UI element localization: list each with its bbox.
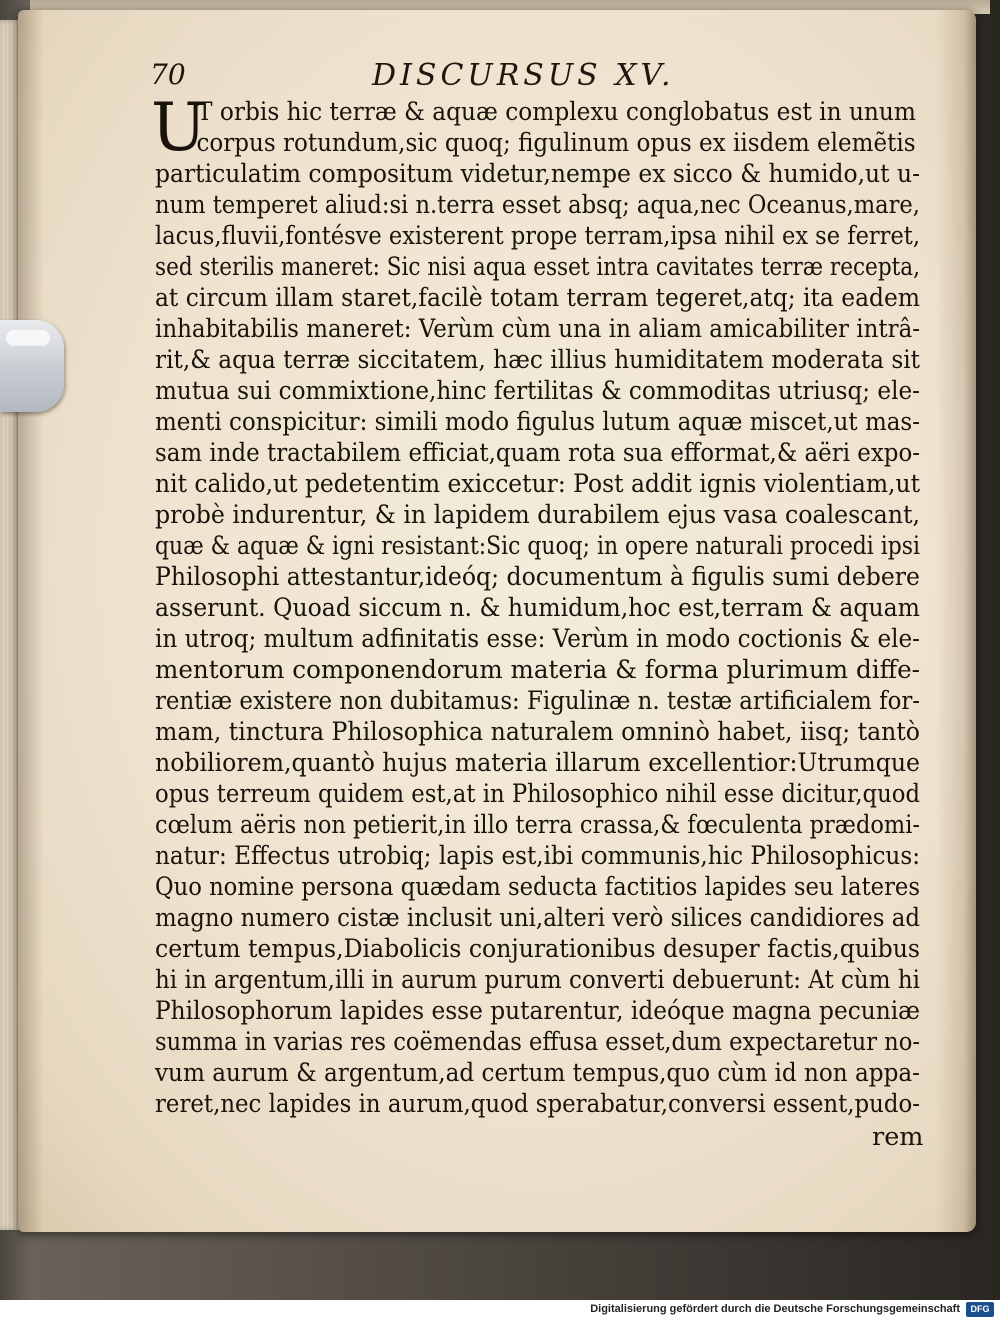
text-line: mentorum componendorum materia & forma plurimum diffe- <box>155 655 920 685</box>
gutter-shadow <box>18 10 44 1232</box>
text-line: Philosophi attestantur,ideóq; documentum à figulis sumi debere <box>155 562 920 592</box>
body-text <box>151 89 920 1120</box>
text-line: magno numero cistæ inclusit uni,alteri verò silices candidiores ad <box>155 903 920 933</box>
drop-cap: U <box>151 89 207 166</box>
text-line: hi in argentum,illi in aurum purum converti debuerunt: At cùm hi <box>155 965 920 995</box>
text-line: sed sterilis maneret: Sic nisi aqua esset intra cavitates terræ recepta, <box>155 252 920 282</box>
text-lines <box>155 97 920 1120</box>
text-line: num temperet aliud:si n.terra esset absq; aqua,nec Oceanus,mare, <box>155 190 920 220</box>
text-line: inhabitabilis maneret: Verùm cùm una in aliam amicabiliter intrâ- <box>155 314 920 344</box>
text-line: T orbis hic terræ & aquæ complexu conglobatus est in unum <box>196 97 916 127</box>
text-line: nit calido,ut pedetentim exiccetur: Post addit ignis violentiam,ut <box>155 469 920 499</box>
text-line: sam inde tractabilem efficiat,quam rota sua efformat,& aëri expo- <box>155 438 920 468</box>
text-line: menti conspicitur: simili modo figulus lutum aquæ miscet,ut mas- <box>155 407 920 437</box>
text-line: mutua sui commixtione,hinc fertilitas & commoditas utriusq; ele- <box>155 376 920 406</box>
text-line: lacus,fluvii,fontésve existerent prope terram,ipsa nihil ex se ferret, <box>155 221 920 251</box>
text-line: cœlum aëris non petierit,in illo terra crassa,& fœculenta prædomi- <box>155 810 920 840</box>
text-line: corpus rotundum,sic quoq; figulinum opus ex iisdem elemẽtis <box>196 128 916 158</box>
catchword: rem <box>872 1122 924 1152</box>
footer-credit-bar <box>0 1300 1000 1321</box>
text-line: mam, tinctura Philosophica naturalem omninò habet, iisq; tantò <box>155 717 920 747</box>
page-clip <box>0 320 64 412</box>
running-header <box>150 58 910 98</box>
text-line: Quo nomine persona quædam seducta factitios lapides seu lateres <box>155 872 920 902</box>
text-line: opus terreum quidem est,at in Philosophico nihil esse dicitur,quod <box>155 779 920 809</box>
page-curl-shadow <box>936 10 976 1232</box>
text-line: certum tempus,Diabolicis conjurationibus desuper factis,quibus <box>155 934 920 964</box>
page-clip-highlight <box>6 330 50 346</box>
page-number: 70 <box>150 58 186 91</box>
text-line: rit,& aqua terræ siccitatem, hæc illius humiditatem moderata sit <box>155 345 920 375</box>
text-line: vum aurum & argentum,ad certum tempus,quo cùm id non appa- <box>155 1058 920 1088</box>
text-line: reret,nec lapides in aurum,quod sperabatur,conversi essent,pudo- <box>155 1089 920 1119</box>
footer-credit: Digitalisierung gefördert durch die Deutsche Forschungsgemeinschaft <box>590 1303 960 1315</box>
text-line: Philosophorum lapides esse putarentur, ideóque magna pecuniæ <box>155 996 920 1026</box>
dfg-logo: DFG <box>966 1302 994 1317</box>
text-line: natur: Effectus utrobiq; lapis est,ibi communis,hic Philosophicus: <box>155 841 920 871</box>
running-title: DISCURSUS XV. <box>372 58 675 93</box>
text-line: particulatim compositum videtur,nempe ex sicco & humido,ut u- <box>155 159 920 189</box>
text-line: asserunt. Quoad siccum n. & humidum,hoc est,terram & aquam <box>155 593 920 623</box>
text-line: at circum illam staret,facilè totam terram tegeret,atq; ita eadem <box>155 283 920 313</box>
text-line: nobiliorem,quantò hujus materia illarum excellentior:Utrumque <box>155 748 920 778</box>
text-line: probè indurentur, & in lapidem durabilem ejus vasa coalescant, <box>155 500 920 530</box>
text-line: in utroq; multum adfinitatis esse: Verùm in modo coctionis & ele- <box>155 624 920 654</box>
text-line: rentiæ existere non dubitamus: Figulinæ n. testæ artificialem for- <box>155 686 920 716</box>
text-line: summa in varias res coëmendas effusa esset,dum expectaretur no- <box>155 1027 920 1057</box>
text-line: quæ & aquæ & igni resistant:Sic quoq; in opere naturali procedi ipsi <box>155 531 920 561</box>
